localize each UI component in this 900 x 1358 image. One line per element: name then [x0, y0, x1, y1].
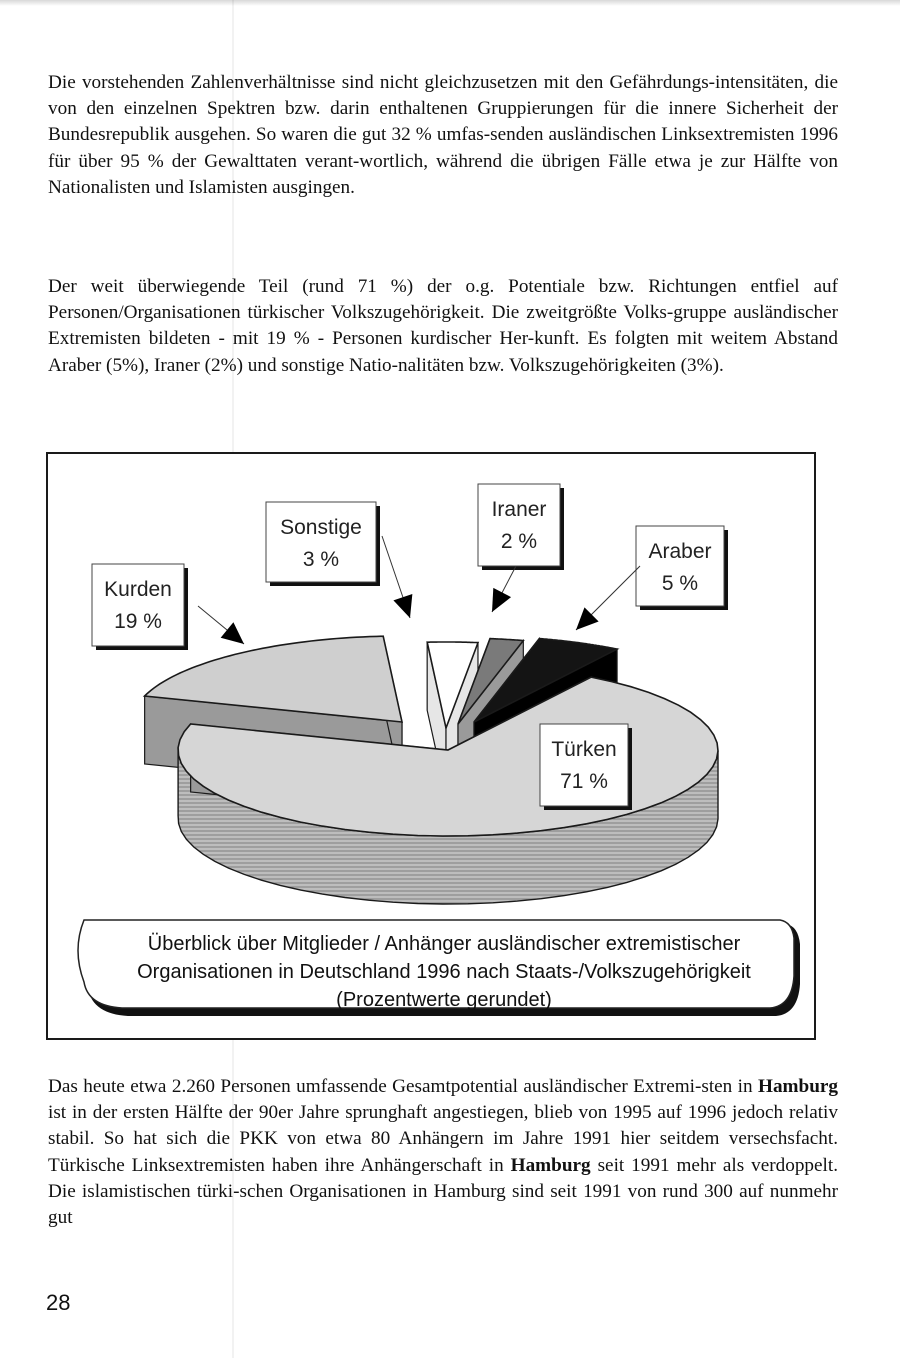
callout-box-trken	[540, 724, 628, 806]
page-number: 28	[46, 1290, 71, 1315]
callout-value-araber: 5 %	[661, 572, 699, 595]
pie-chart	[48, 454, 814, 1038]
callout-label-iraner: Iraner	[491, 498, 547, 521]
callout-label-kurden: Kurden	[104, 578, 172, 601]
paragraph-3	[48, 1074, 838, 1231]
callout-label-sonstige: Sonstige	[280, 516, 362, 539]
callout-arrowhead-kurden	[221, 622, 244, 644]
paragraph-3-bold-hamburg-2: Hamburg	[510, 1154, 591, 1176]
callout-value-iraner: 2 %	[500, 530, 538, 553]
caption-line-3: (Prozentwerte gerundet)	[336, 989, 552, 1011]
callout-arrowhead-iraner	[492, 588, 511, 612]
callout-value-sonstige: 3 %	[302, 548, 340, 571]
callout-box-kurden	[92, 564, 184, 646]
paragraph-3-text-3: seit 1991 mehr als verdoppelt. Die islamistischen türki-schen Organisationen in Hamburg sind seit 1991 von rund 300 auf nunmehr gut	[48, 1154, 839, 1229]
top-rule	[0, 0, 900, 6]
callout-value-trken: 71 %	[560, 770, 608, 793]
caption-line-2: Organisationen in Deutschland 1996 nach Staats-/Volkszugehörigkeit	[137, 961, 751, 983]
callout-label-araber: Araber	[648, 540, 712, 563]
paragraph-2: Der weit überwiegende Teil (rund 71 %) der o.g. Potentiale bzw. Richtungen entfiel auf Personen/Organisationen türkischer Volkszugehörigkeit. Die zweitgrößte Volks-gruppe ausländischer Extremisten bildeten - mit 19 % - Personen kurdischer Her-kunft. Es folgten mit weitem Abstand Araber (5%), Iraner (2%) und sonstige Natio-nalitäten bzw. Volkszugehörigkeiten (3%).	[48, 276, 838, 376]
caption-line-1: Überblick über Mitglieder / Anhänger ausländischer extremistischer	[147, 933, 741, 955]
callout-arrowhead-sonstige	[393, 594, 412, 618]
paragraph-1: Die vorstehenden Zahlenverhältnisse sind nicht gleichzusetzen mit den Gefährdungs-intensitäten, die von den einzelnen Spektren bzw. darin enthaltenen Gruppierungen für die innere Sicherheit der Bundesrepublik ausgehen. So waren die gut 32 % umfas-senden ausländischen Linksextremisten 1996 für über 95 % der Gewalttaten verant-wortlich, während die übrigen Fälle etwa je zur Hälfte von Nationalisten und Islamisten ausgingen.	[48, 72, 838, 198]
pie-chart-figure	[46, 452, 816, 1040]
paragraph-3-bold-hamburg-1: Hamburg	[758, 1076, 838, 1097]
callout-value-kurden: 19 %	[114, 610, 162, 633]
callout-box-iraner	[478, 484, 560, 566]
paragraph-3-text-1: Das heute etwa 2.260 Personen umfassende Gesamtpotential ausländischer Extremi-sten in	[48, 1076, 759, 1097]
callout-label-trken: Türken	[551, 738, 617, 761]
paragraph-3-text-2: ist in der ersten Hälfte der 90er Jahre sprunghaft angestiegen, blieb von 1995 auf 1996 jedoch relativ stabil. So hat sich die PKK von etwa 80 Anhängern im Jahre 1991 hier seitdem versechsfacht. Türkische Linksextremisten haben ihre Anhängerschaft in	[48, 1102, 838, 1176]
